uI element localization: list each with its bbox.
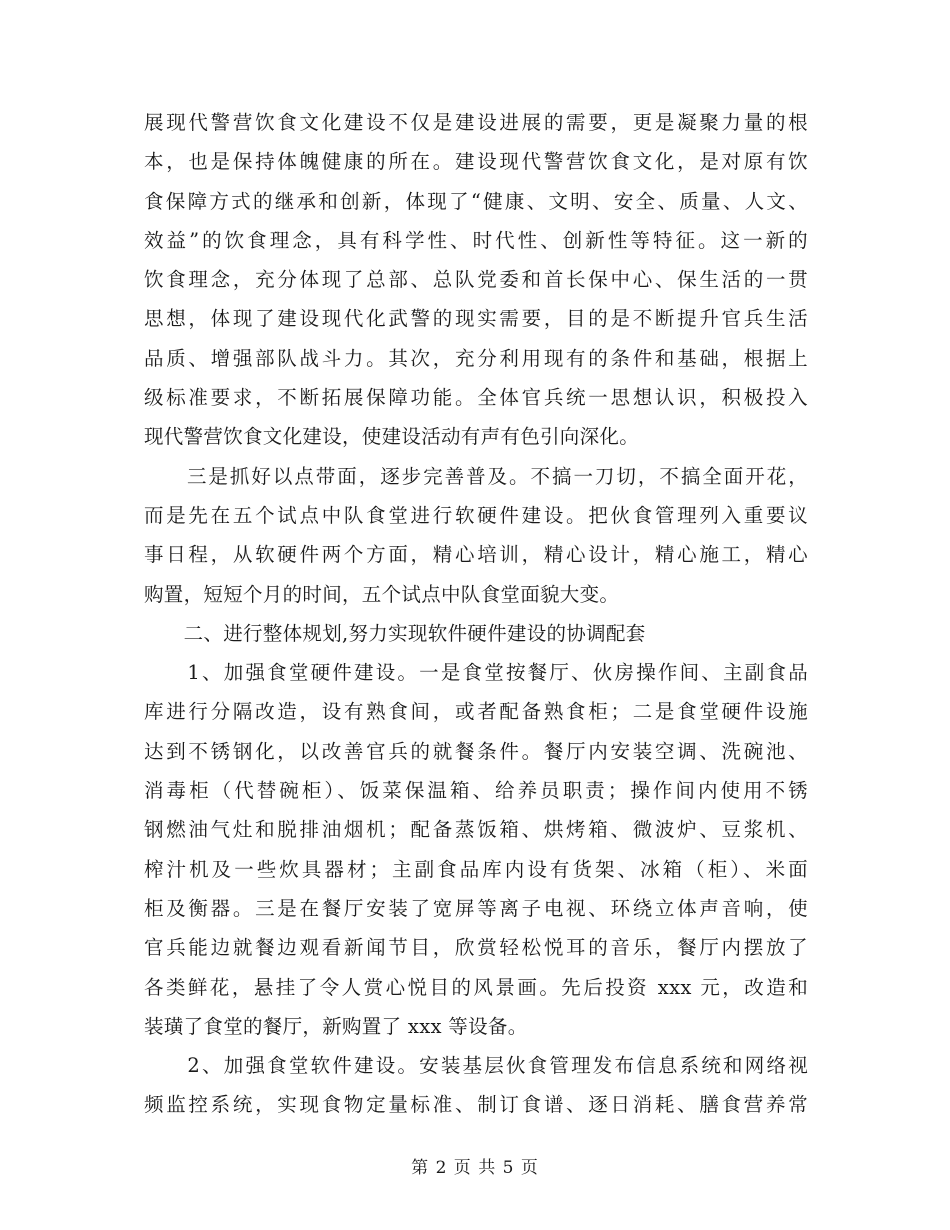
- text-line: 本，也是保持体魄健康的所在。建设现代警营饮食文化，是对原有饮: [144, 150, 808, 174]
- text-line: 1、加强食堂硬件建设。一是食堂按餐厅、伙房操作间、主副食品: [144, 661, 808, 685]
- text-line: 达到不锈钢化，以改善官兵的就餐条件。餐厅内安装空调、洗碗池、: [144, 739, 808, 763]
- text-line: 钢燃油气灶和脱排油烟机；配备蒸饭箱、烘烤箱、微波炉、豆浆机、: [144, 818, 808, 842]
- text-line: 三是抓好以点带面，逐步完善普及。不搞一刀切，不搞全面开花，: [144, 464, 808, 488]
- text-line: 事日程，从软硬件两个方面，精心培训，精心设计，精心施工，精心: [144, 543, 808, 567]
- text-line: 思想，体现了建设现代化武警的现实需要，目的是不断提升官兵生活: [144, 307, 808, 331]
- section-heading: 二、进行整体规划,努力实现软件硬件建设的协调配套: [144, 621, 646, 645]
- text-line: 效益”的饮食理念，具有科学性、时代性、创新性等特征。这一新的: [144, 228, 808, 252]
- text-line: 购置，短短个月的时间，五个试点中队食堂面貌大变。: [144, 582, 620, 606]
- text-line: 2、加强食堂软件建设。安装基层伙食管理发布信息系统和网络视: [144, 1054, 808, 1078]
- text-line: 食保障方式的继承和创新，体现了“健康、文明、安全、质量、人文、: [144, 189, 808, 213]
- text-line: 装璜了食堂的餐厅，新购置了 xxx 等设备。: [144, 1014, 528, 1038]
- text-line: 榨汁机及一些炊具器材；主副食品库内设有货架、冰箱（柜）、米面: [144, 857, 808, 881]
- text-line: 各类鲜花，悬挂了令人赏心悦目的风景画。先后投资 xxx 元，改造和: [144, 975, 808, 999]
- text-line: 而是先在五个试点中队食堂进行软硬件建设。把伙食管理列入重要议: [144, 503, 808, 527]
- text-line: 现代警营饮食文化建设，使建设活动有声有色引向深化。: [144, 425, 640, 449]
- text-line: 官兵能边就餐边观看新闻节目，欣赏轻松悦耳的音乐，餐厅内摆放了: [144, 936, 808, 960]
- text-line: 品质、增强部队战斗力。其次，充分利用现有的条件和基础，根据上: [144, 346, 808, 370]
- text-line: 柜及衡器。三是在餐厅安装了宽屏等离子电视、环绕立体声音响，使: [144, 896, 808, 920]
- text-line: 饮食理念，充分体现了总部、总队党委和首长保中心、保生活的一贯: [144, 268, 808, 292]
- page-footer: [0, 1153, 950, 1178]
- text-line: 库进行分隔改造，设有熟食间，或者配备熟食柜；二是食堂硬件设施: [144, 700, 808, 724]
- text-line: 级标准要求，不断拓展保障功能。全体官兵统一思想认识，积极投入: [144, 386, 808, 410]
- text-line: 展现代警营饮食文化建设不仅是建设进展的需要，更是凝聚力量的根: [144, 111, 808, 134]
- text-line: 消毒柜（代替碗柜）、饭菜保温箱、给养员职责；操作间内使用不锈: [144, 779, 808, 803]
- page-number: 第 2 页 共 5 页: [411, 1158, 539, 1178]
- text-line: 频监控系统，实现食物定量标准、制订食谱、逐日消耗、膳食营养常: [144, 1093, 808, 1117]
- body-text: [144, 103, 808, 1125]
